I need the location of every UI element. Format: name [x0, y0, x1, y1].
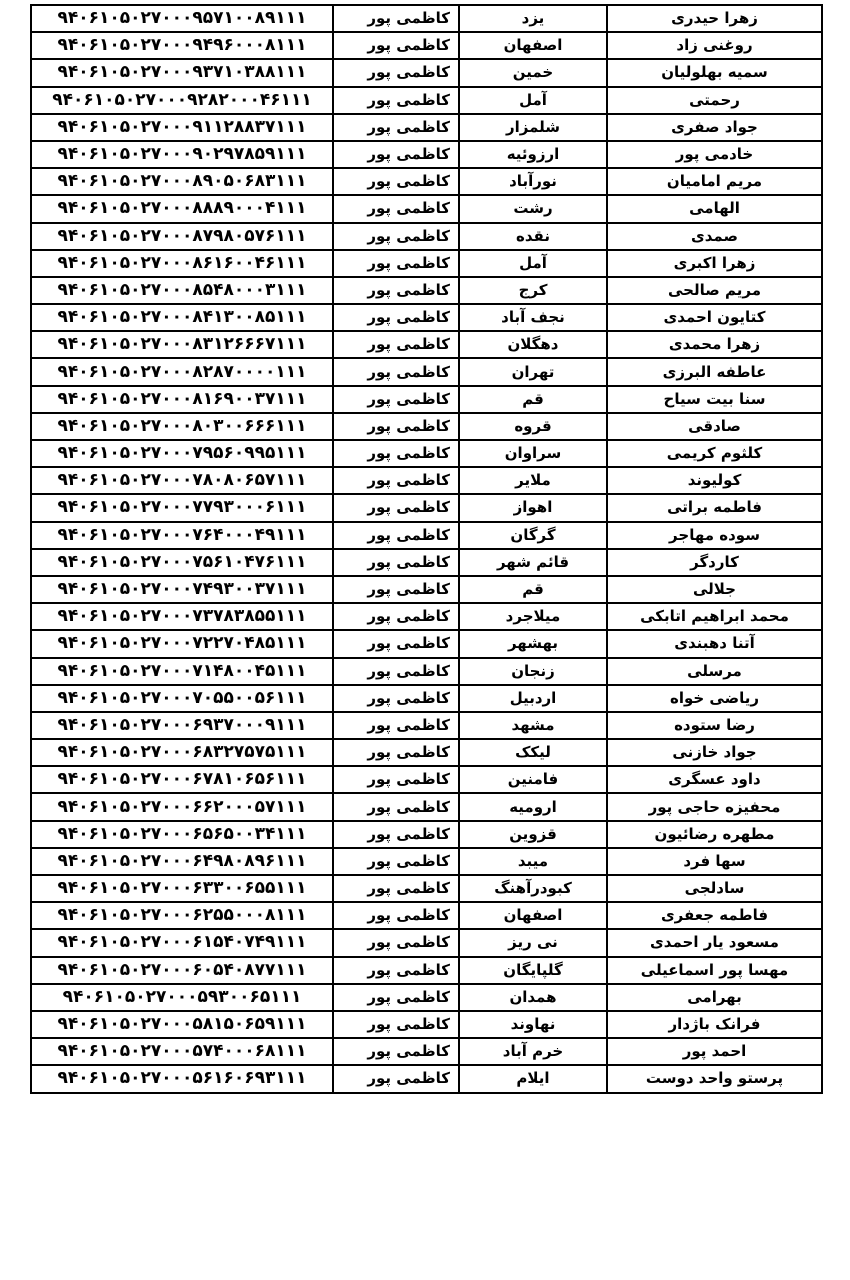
surname-cell: کاظمی پور [333, 5, 459, 32]
tracking-number-cell: ۹۴۰۶۱۰۵۰۲۷۰۰۰۸۸۸۹۰۰۰۴۱۱۱ [31, 195, 333, 222]
tracking-number-cell: ۹۴۰۶۱۰۵۰۲۷۰۰۰۸۶۱۶۰۰۴۶۱۱۱ [31, 250, 333, 277]
city-cell: ایلام [459, 1065, 607, 1092]
tracking-number-cell: ۹۴۰۶۱۰۵۰۲۷۰۰۰۷۵۶۱۰۴۷۶۱۱۱ [31, 549, 333, 576]
city-cell: قزوین [459, 821, 607, 848]
table-row [31, 1065, 822, 1092]
tracking-number-cell: ۹۴۰۶۱۰۵۰۲۷۰۰۰۹۳۷۱۰۳۸۸۱۱۱ [31, 59, 333, 86]
tracking-number-cell: ۹۴۰۶۱۰۵۰۲۷۰۰۰۹۰۲۹۷۸۵۹۱۱۱ [31, 141, 333, 168]
surname-cell: کاظمی پور [333, 929, 459, 956]
person-name-cell: کاردگر [607, 549, 822, 576]
table-row [31, 304, 822, 331]
city-cell: بهشهر [459, 630, 607, 657]
tracking-number-cell: ۹۴۰۶۱۰۵۰۲۷۰۰۰۸۱۶۹۰۰۳۷۱۱۱ [31, 386, 333, 413]
city-cell: قم [459, 386, 607, 413]
city-cell: مشهد [459, 712, 607, 739]
surname-cell: کاظمی پور [333, 1065, 459, 1092]
surname-cell: کاظمی پور [333, 32, 459, 59]
surname-cell: کاظمی پور [333, 250, 459, 277]
table-row [31, 766, 822, 793]
person-name-cell: سنا بیت سیاح [607, 386, 822, 413]
person-name-cell: سها فرد [607, 848, 822, 875]
table-row [31, 223, 822, 250]
surname-cell: کاظمی پور [333, 195, 459, 222]
tracking-number-cell: ۹۴۰۶۱۰۵۰۲۷۰۰۰۶۶۲۰۰۰۵۷۱۱۱ [31, 793, 333, 820]
table-row [31, 168, 822, 195]
surname-cell: کاظمی پور [333, 331, 459, 358]
surname-cell: کاظمی پور [333, 821, 459, 848]
surname-cell: کاظمی پور [333, 685, 459, 712]
city-cell: نجف آباد [459, 304, 607, 331]
tracking-number-cell: ۹۴۰۶۱۰۵۰۲۷۰۰۰۸۲۸۷۰۰۰۰۱۱۱ [31, 358, 333, 385]
city-cell: ملایر [459, 467, 607, 494]
table-row [31, 5, 822, 32]
surname-cell: کاظمی پور [333, 658, 459, 685]
surname-cell: کاظمی پور [333, 630, 459, 657]
surname-cell: کاظمی پور [333, 87, 459, 114]
table-row [31, 32, 822, 59]
city-cell: گلپایگان [459, 957, 607, 984]
table-row [31, 1038, 822, 1065]
table-row [31, 793, 822, 820]
person-name-cell: کتایون احمدی [607, 304, 822, 331]
person-name-cell: فاطمه براتی [607, 494, 822, 521]
table-row [31, 576, 822, 603]
table-row [31, 603, 822, 630]
city-cell: قم [459, 576, 607, 603]
person-name-cell: مهسا پور اسماعیلی [607, 957, 822, 984]
table-row [31, 984, 822, 1011]
tracking-number-cell: ۹۴۰۶۱۰۵۰۲۷۰۰۰۶۵۶۵۰۰۳۴۱۱۱ [31, 821, 333, 848]
table-row [31, 658, 822, 685]
person-name-cell: محمد ابراهیم اتابکی [607, 603, 822, 630]
tracking-number-cell: ۹۴۰۶۱۰۵۰۲۷۰۰۰۷۲۲۷۰۴۸۵۱۱۱ [31, 630, 333, 657]
city-cell: نقده [459, 223, 607, 250]
surname-cell: کاظمی پور [333, 984, 459, 1011]
person-name-cell: رحمتی [607, 87, 822, 114]
table-row [31, 467, 822, 494]
surname-cell: کاظمی پور [333, 277, 459, 304]
records-table [30, 4, 823, 1094]
person-name-cell: مطهره رضائیون [607, 821, 822, 848]
person-name-cell: جواد خازنی [607, 739, 822, 766]
table-row [31, 114, 822, 141]
surname-cell: کاظمی پور [333, 957, 459, 984]
city-cell: اردبیل [459, 685, 607, 712]
tracking-number-cell: ۹۴۰۶۱۰۵۰۲۷۰۰۰۶۷۸۱۰۶۵۶۱۱۱ [31, 766, 333, 793]
table-row [31, 413, 822, 440]
city-cell: نورآباد [459, 168, 607, 195]
table-row [31, 739, 822, 766]
table-row [31, 331, 822, 358]
surname-cell: کاظمی پور [333, 875, 459, 902]
tracking-number-cell: ۹۴۰۶۱۰۵۰۲۷۰۰۰۶۳۳۰۰۶۵۵۱۱۱ [31, 875, 333, 902]
table-row [31, 821, 822, 848]
document-sheet [30, 4, 823, 1094]
surname-cell: کاظمی پور [333, 1011, 459, 1038]
person-name-cell: الهامی [607, 195, 822, 222]
tracking-number-cell: ۹۴۰۶۱۰۵۰۲۷۰۰۰۷۱۴۸۰۰۴۵۱۱۱ [31, 658, 333, 685]
person-name-cell: زهرا حیدری [607, 5, 822, 32]
table-row [31, 957, 822, 984]
tracking-number-cell: ۹۴۰۶۱۰۵۰۲۷۰۰۰۶۲۵۵۰۰۰۸۱۱۱ [31, 902, 333, 929]
city-cell: آمل [459, 87, 607, 114]
tracking-number-cell: ۹۴۰۶۱۰۵۰۲۷۰۰۰۸۴۱۳۰۰۸۵۱۱۱ [31, 304, 333, 331]
table-row [31, 902, 822, 929]
tracking-number-cell: ۹۴۰۶۱۰۵۰۲۷۰۰۰۶۱۵۴۰۷۴۹۱۱۱ [31, 929, 333, 956]
surname-cell: کاظمی پور [333, 494, 459, 521]
person-name-cell: مریم صالحی [607, 277, 822, 304]
tracking-number-cell: ۹۴۰۶۱۰۵۰۲۷۰۰۰۷۳۷۸۳۸۵۵۱۱۱ [31, 603, 333, 630]
table-row [31, 848, 822, 875]
city-cell: خمین [459, 59, 607, 86]
city-cell: کبودرآهنگ [459, 875, 607, 902]
surname-cell: کاظمی پور [333, 739, 459, 766]
table-row [31, 549, 822, 576]
person-name-cell: ریاضی خواه [607, 685, 822, 712]
surname-cell: کاظمی پور [333, 141, 459, 168]
city-cell: آمل [459, 250, 607, 277]
tracking-number-cell: ۹۴۰۶۱۰۵۰۲۷۰۰۰۶۸۳۲۷۵۷۵۱۱۱ [31, 739, 333, 766]
city-cell: تهران [459, 358, 607, 385]
tracking-number-cell: ۹۴۰۶۱۰۵۰۲۷۰۰۰۸۹۰۵۰۶۸۳۱۱۱ [31, 168, 333, 195]
city-cell: سراوان [459, 440, 607, 467]
surname-cell: کاظمی پور [333, 114, 459, 141]
table-row [31, 494, 822, 521]
surname-cell: کاظمی پور [333, 576, 459, 603]
surname-cell: کاظمی پور [333, 358, 459, 385]
tracking-number-cell: ۹۴۰۶۱۰۵۰۲۷۰۰۰۶۰۵۴۰۸۷۷۱۱۱ [31, 957, 333, 984]
city-cell: لیکک [459, 739, 607, 766]
table-row [31, 87, 822, 114]
table-row [31, 59, 822, 86]
table-row [31, 440, 822, 467]
table-row [31, 685, 822, 712]
person-name-cell: جلالی [607, 576, 822, 603]
surname-cell: کاظمی پور [333, 304, 459, 331]
table-row [31, 712, 822, 739]
city-cell: ارزوئیه [459, 141, 607, 168]
person-name-cell: خادمی پور [607, 141, 822, 168]
tracking-number-cell: ۹۴۰۶۱۰۵۰۲۷۰۰۰۹۱۱۲۸۸۳۷۱۱۱ [31, 114, 333, 141]
person-name-cell: فرانک باژدار [607, 1011, 822, 1038]
tracking-number-cell: ۹۴۰۶۱۰۵۰۲۷۰۰۰۶۹۳۷۰۰۰۹۱۱۱ [31, 712, 333, 739]
person-name-cell: جواد صفری [607, 114, 822, 141]
city-cell: میبد [459, 848, 607, 875]
city-cell: فامنین [459, 766, 607, 793]
table-row [31, 929, 822, 956]
surname-cell: کاظمی پور [333, 793, 459, 820]
person-name-cell: زهرا اکبری [607, 250, 822, 277]
tracking-number-cell: ۹۴۰۶۱۰۵۰۲۷۰۰۰۷۴۹۳۰۰۳۷۱۱۱ [31, 576, 333, 603]
table-row [31, 141, 822, 168]
surname-cell: کاظمی پور [333, 467, 459, 494]
surname-cell: کاظمی پور [333, 522, 459, 549]
city-cell: خرم آباد [459, 1038, 607, 1065]
person-name-cell: کلثوم کریمی [607, 440, 822, 467]
tracking-number-cell: ۹۴۰۶۱۰۵۰۲۷۰۰۰۷۷۹۳۰۰۰۶۱۱۱ [31, 494, 333, 521]
surname-cell: کاظمی پور [333, 766, 459, 793]
table-row [31, 386, 822, 413]
city-cell: اصفهان [459, 32, 607, 59]
person-name-cell: پرستو واحد دوست [607, 1065, 822, 1092]
person-name-cell: روغنی زاد [607, 32, 822, 59]
records-table-body [31, 5, 822, 1093]
person-name-cell: عاطفه البرزی [607, 358, 822, 385]
person-name-cell: آتنا دهبندی [607, 630, 822, 657]
city-cell: همدان [459, 984, 607, 1011]
city-cell: قروه [459, 413, 607, 440]
surname-cell: کاظمی پور [333, 386, 459, 413]
city-cell: یزد [459, 5, 607, 32]
city-cell: نهاوند [459, 1011, 607, 1038]
person-name-cell: کولیوند [607, 467, 822, 494]
table-row [31, 1011, 822, 1038]
city-cell: اهواز [459, 494, 607, 521]
surname-cell: کاظمی پور [333, 603, 459, 630]
city-cell: گرگان [459, 522, 607, 549]
surname-cell: کاظمی پور [333, 223, 459, 250]
city-cell: قائم شهر [459, 549, 607, 576]
person-name-cell: سوده مهاجر [607, 522, 822, 549]
tracking-number-cell: ۹۴۰۶۱۰۵۰۲۷۰۰۰۹۴۹۶۰۰۰۸۱۱۱ [31, 32, 333, 59]
surname-cell: کاظمی پور [333, 712, 459, 739]
surname-cell: کاظمی پور [333, 549, 459, 576]
surname-cell: کاظمی پور [333, 848, 459, 875]
person-name-cell: مسعود یار احمدی [607, 929, 822, 956]
person-name-cell: مرسلی [607, 658, 822, 685]
surname-cell: کاظمی پور [333, 413, 459, 440]
tracking-number-cell: ۹۴۰۶۱۰۵۰۲۷۰۰۰۹۲۸۲۰۰۰۴۶۱۱۱ [31, 87, 333, 114]
person-name-cell: صادقی [607, 413, 822, 440]
city-cell: میلاجرد [459, 603, 607, 630]
person-name-cell: سادلجی [607, 875, 822, 902]
city-cell: نی ریز [459, 929, 607, 956]
table-row [31, 250, 822, 277]
tracking-number-cell: ۹۴۰۶۱۰۵۰۲۷۰۰۰۶۴۹۸۰۸۹۶۱۱۱ [31, 848, 333, 875]
tracking-number-cell: ۹۴۰۶۱۰۵۰۲۷۰۰۰۹۵۷۱۰۰۸۹۱۱۱ [31, 5, 333, 32]
person-name-cell: رضا ستوده [607, 712, 822, 739]
city-cell: ارومیه [459, 793, 607, 820]
tracking-number-cell: ۹۴۰۶۱۰۵۰۲۷۰۰۰۸۵۴۸۰۰۰۳۱۱۱ [31, 277, 333, 304]
person-name-cell: سمیه بهلولیان [607, 59, 822, 86]
tracking-number-cell: ۹۴۰۶۱۰۵۰۲۷۰۰۰۷۰۵۵۰۰۵۶۱۱۱ [31, 685, 333, 712]
tracking-number-cell: ۹۴۰۶۱۰۵۰۲۷۰۰۰۷۹۵۶۰۹۹۵۱۱۱ [31, 440, 333, 467]
tracking-number-cell: ۹۴۰۶۱۰۵۰۲۷۰۰۰۵۷۴۰۰۰۶۸۱۱۱ [31, 1038, 333, 1065]
table-row [31, 277, 822, 304]
tracking-number-cell: ۹۴۰۶۱۰۵۰۲۷۰۰۰۷۸۰۸۰۶۵۷۱۱۱ [31, 467, 333, 494]
city-cell: زنجان [459, 658, 607, 685]
tracking-number-cell: ۹۴۰۶۱۰۵۰۲۷۰۰۰۸۷۹۸۰۵۷۶۱۱۱ [31, 223, 333, 250]
city-cell: دهگلان [459, 331, 607, 358]
tracking-number-cell: ۹۴۰۶۱۰۵۰۲۷۰۰۰۸۳۱۲۶۶۶۷۱۱۱ [31, 331, 333, 358]
person-name-cell: داود عسگری [607, 766, 822, 793]
person-name-cell: محفیزه حاجی پور [607, 793, 822, 820]
person-name-cell: فاطمه جعفری [607, 902, 822, 929]
tracking-number-cell: ۹۴۰۶۱۰۵۰۲۷۰۰۰۸۰۳۰۰۶۶۶۱۱۱ [31, 413, 333, 440]
table-row [31, 630, 822, 657]
tracking-number-cell: ۹۴۰۶۱۰۵۰۲۷۰۰۰۵۸۱۵۰۶۵۹۱۱۱ [31, 1011, 333, 1038]
person-name-cell: بهرامی [607, 984, 822, 1011]
table-row [31, 195, 822, 222]
person-name-cell: صمدی [607, 223, 822, 250]
person-name-cell: مریم امامیان [607, 168, 822, 195]
surname-cell: کاظمی پور [333, 440, 459, 467]
table-row [31, 358, 822, 385]
tracking-number-cell: ۹۴۰۶۱۰۵۰۲۷۰۰۰۵۹۳۰۰۶۵۱۱۱ [31, 984, 333, 1011]
surname-cell: کاظمی پور [333, 1038, 459, 1065]
city-cell: شلمزار [459, 114, 607, 141]
city-cell: رشت [459, 195, 607, 222]
person-name-cell: زهرا محمدی [607, 331, 822, 358]
tracking-number-cell: ۹۴۰۶۱۰۵۰۲۷۰۰۰۷۶۴۰۰۰۴۹۱۱۱ [31, 522, 333, 549]
surname-cell: کاظمی پور [333, 902, 459, 929]
surname-cell: کاظمی پور [333, 59, 459, 86]
table-row [31, 875, 822, 902]
city-cell: اصفهان [459, 902, 607, 929]
person-name-cell: احمد پور [607, 1038, 822, 1065]
tracking-number-cell: ۹۴۰۶۱۰۵۰۲۷۰۰۰۵۶۱۶۰۶۹۳۱۱۱ [31, 1065, 333, 1092]
surname-cell: کاظمی پور [333, 168, 459, 195]
table-row [31, 522, 822, 549]
city-cell: کرج [459, 277, 607, 304]
